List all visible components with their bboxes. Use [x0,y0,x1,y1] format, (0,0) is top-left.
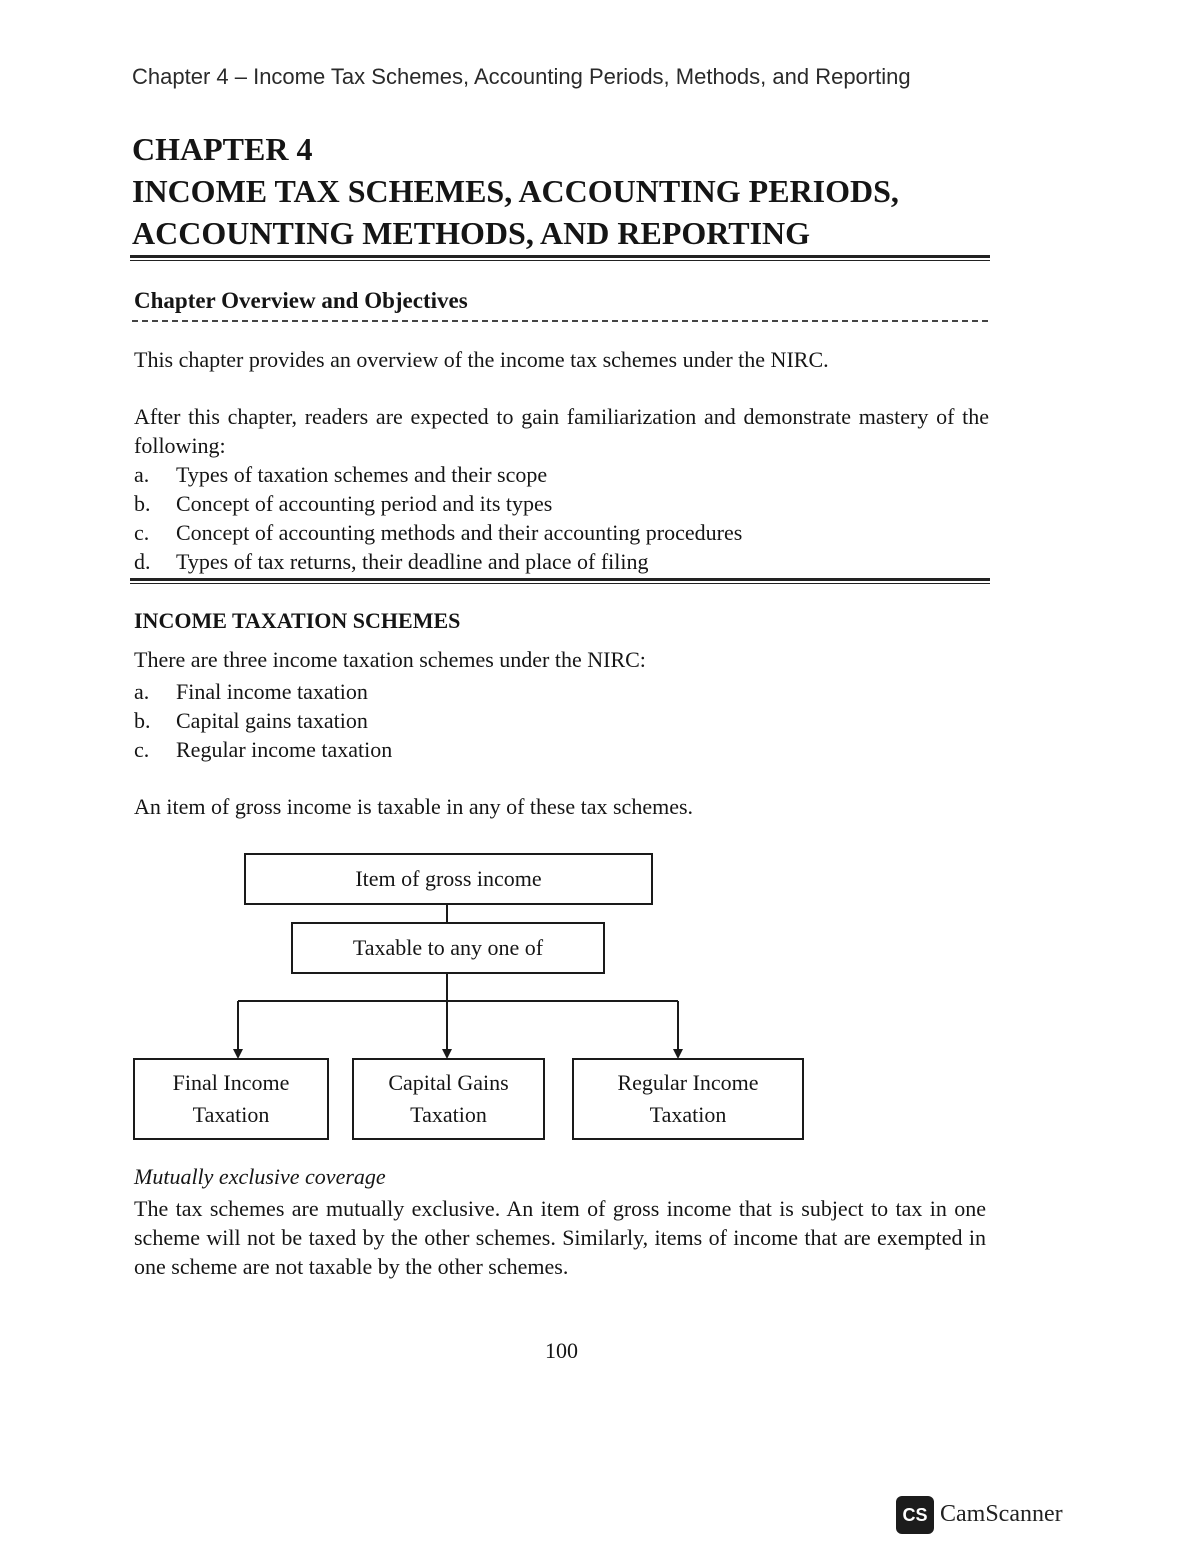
list-marker: c. [134,520,150,545]
list-marker: b. [134,491,151,516]
chapter-title-line-2: ACCOUNTING METHODS, AND REPORTING [132,215,811,251]
exclusive-heading: Mutually exclusive coverage [134,1164,386,1189]
list-text: Concept of accounting methods and their accounting procedures [176,520,743,545]
box-label-line: Final Income [172,1070,290,1095]
box-label-line: Taxation [192,1102,270,1127]
box-label-line: Regular Income [617,1070,759,1095]
overview-expectation: After this chapter, readers are expected to gain familiarization and demonstrate mastery of the following: [134,404,989,458]
schemes-statement: An item of gross income is taxable in any of these tax schemes. [134,794,694,819]
running-header: Chapter 4 – Income Tax Schemes, Accounting Periods, Methods, and Reporting [132,64,911,89]
list-marker: a. [134,679,150,704]
list-item [134,518,742,547]
list-item [134,677,392,706]
page-number: 100 [545,1338,578,1363]
box-capital-gains-taxation [352,1058,545,1140]
chapter-number: CHAPTER 4 [132,131,313,167]
box-label-line: Taxation [410,1102,487,1127]
box-taxable-to-any-one-of: Taxable to any one of [291,922,605,974]
list-marker: d. [134,549,151,574]
list-text: Capital gains taxation [176,708,368,733]
list-text: Final income taxation [176,679,368,704]
dashed-divider [132,320,988,322]
list-item [134,489,742,518]
box-label-line: Taxation [649,1102,727,1127]
list-marker: c. [134,737,150,762]
camscanner-name: CamScanner [940,1501,1063,1527]
list-text: Types of taxation schemes and their scope [176,462,548,487]
list-item [134,460,742,489]
exclusive-body: The tax schemes are mutually exclusive. An item of gross income that is subject to tax in one scheme will not be taxed by the other schemes. Similarly, items of income that are exempted in one scheme are not taxable by the other schemes. [134,1196,986,1279]
overview-intro: This chapter provides an overview of the income tax schemes under the NIRC. [134,347,829,372]
objectives-list [134,460,742,576]
list-text: Regular income taxation [176,737,393,762]
title-divider-thin [130,260,990,261]
box-regular-income-taxation [572,1058,804,1140]
chapter-title-line-1: INCOME TAX SCHEMES, ACCOUNTING PERIODS, [132,173,899,209]
schemes-intro: There are three income taxation schemes under the NIRC: [134,647,646,672]
objectives-divider-thin [130,583,990,584]
schemes-heading: INCOME TAXATION SCHEMES [134,608,461,633]
objectives-divider [130,578,990,581]
list-marker: a. [134,462,150,487]
box-item-of-gross-income: Item of gross income [244,853,653,905]
list-text: Types of tax returns, their deadline and place of filing [176,549,649,574]
list-marker: b. [134,708,151,733]
box-final-income-taxation [133,1058,329,1140]
schemes-list [134,677,392,764]
list-item [134,735,392,764]
list-item [134,706,392,735]
list-text: Concept of accounting period and its types [176,491,553,516]
list-item [134,547,742,576]
title-divider [130,255,990,258]
camscanner-logo: CS [896,1496,934,1534]
overview-heading: Chapter Overview and Objectives [134,288,468,313]
box-label-line: Capital Gains [388,1070,509,1095]
chapter-title [132,128,899,254]
